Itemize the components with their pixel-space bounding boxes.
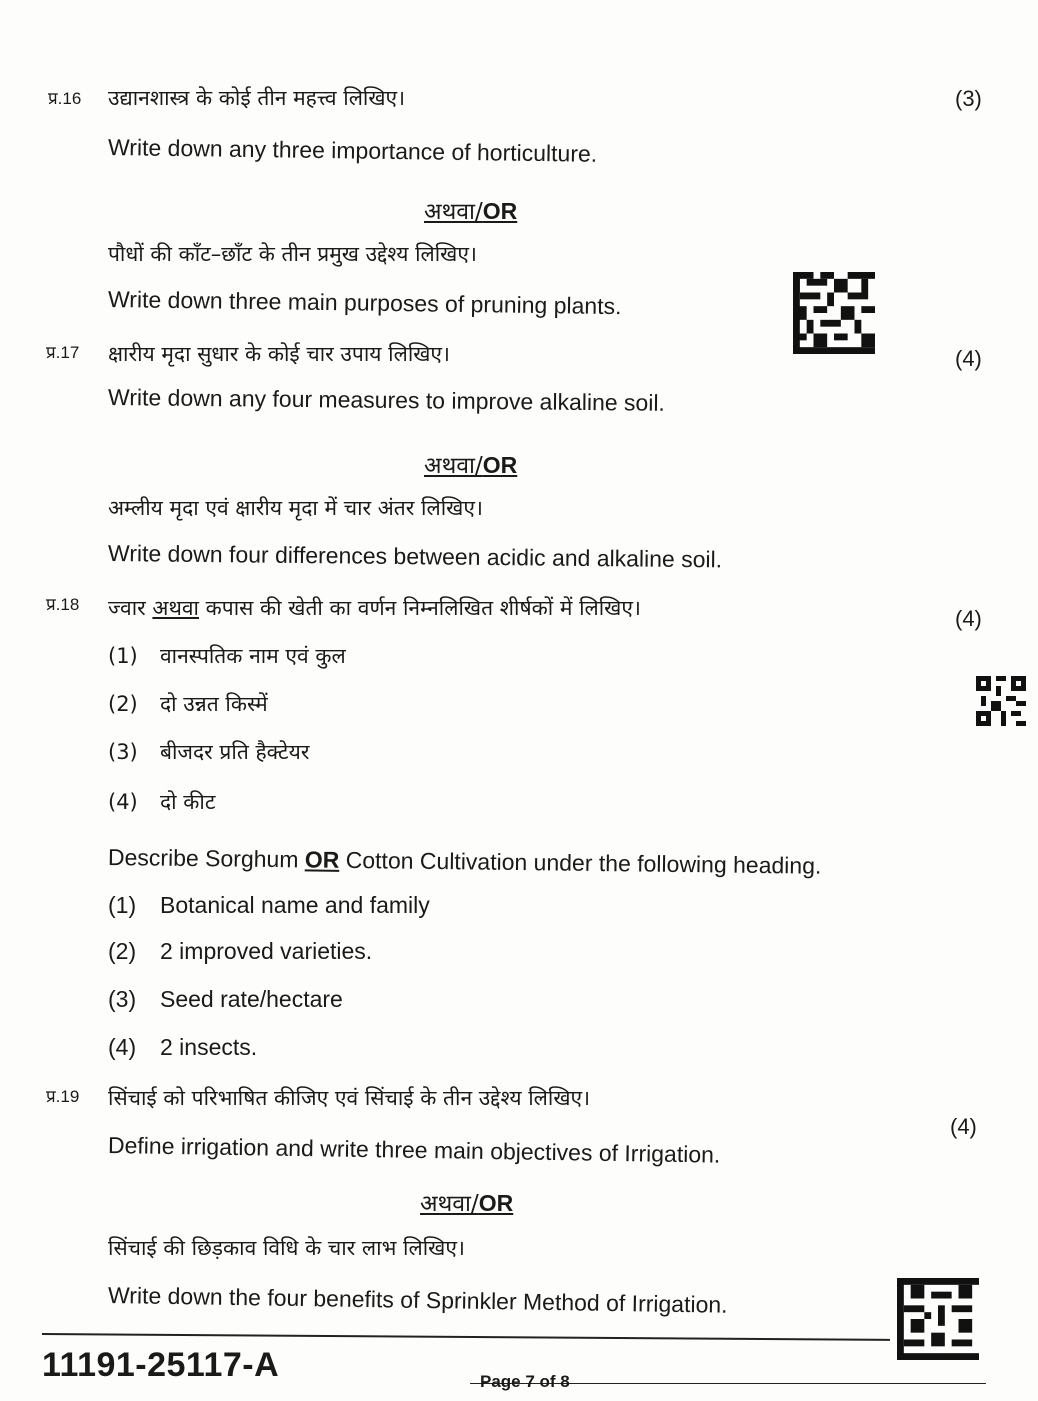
or-hindi: अथवा bbox=[424, 453, 476, 479]
page-number: Page 7 of 8 bbox=[480, 1372, 570, 1391]
q17-alt-hindi: अम्लीय मृदा एवं क्षारीय मृदा में चार अंतर लिखिए। bbox=[108, 496, 483, 520]
q18-english-item: (2) 2 improved varieties. bbox=[108, 938, 373, 964]
q16-number: प्र.16 bbox=[48, 89, 82, 108]
q16-or-heading: अथवा/OR bbox=[424, 198, 518, 225]
q17-or-heading: अथवा/OR bbox=[424, 452, 518, 479]
q19-hindi: सिंचाई को परिभाषित कीजिए एवं सिंचाई के तीन उद्देश्य लिखिए। bbox=[108, 1086, 591, 1110]
footer-rule bbox=[42, 1333, 890, 1341]
or-english: OR bbox=[482, 452, 518, 478]
or-english: OR bbox=[482, 198, 518, 224]
q16-hindi: उद्यानशास्त्र के कोई तीन महत्त्व लिखिए। bbox=[108, 86, 406, 110]
q17-alt-english: Write down four differences between acidic and alkaline soil. bbox=[107, 540, 723, 573]
q19-alt-hindi: सिंचाई की छिड़काव विधि के चार लाभ लिखिए। bbox=[108, 1236, 465, 1260]
q18-number: प्र.18 bbox=[46, 595, 80, 614]
q16-english: Write down any three importance of horticulture. bbox=[107, 134, 598, 167]
q18-marks: (4) bbox=[955, 606, 982, 631]
q18-hindi: ज्वार अथवा कपास की खेती का वर्णन निम्नलिखित शीर्षकों में लिखिए। bbox=[108, 596, 641, 620]
q18-english-item: (4) 2 insects. bbox=[108, 1034, 258, 1060]
q17-hindi: क्षारीय मृदा सुधार के कोई चार उपाय लिखिए। bbox=[108, 342, 451, 366]
q18-english-item: (1) Botanical name and family bbox=[108, 892, 430, 918]
q19-number: प्र.19 bbox=[46, 1087, 80, 1106]
q18-hindi-item: (1) वानस्पतिक नाम एवं कुल bbox=[108, 644, 346, 668]
or-english: OR bbox=[478, 1190, 514, 1216]
q17-marks: (4) bbox=[955, 346, 982, 371]
q19-marks: (4) bbox=[950, 1114, 977, 1139]
qr-code-icon bbox=[793, 272, 875, 354]
q17-number: प्र.17 bbox=[46, 343, 80, 362]
q19-english: Define irrigation and write three main objectives of Irrigation. bbox=[107, 1132, 721, 1168]
q18-english-or: OR bbox=[304, 846, 340, 873]
q16-alt-english: Write down three main purposes of pruning plants. bbox=[107, 286, 622, 320]
q16-marks: (3) bbox=[955, 86, 982, 111]
qr-code-small-icon bbox=[976, 676, 1026, 726]
q18-hindi-item: (3) बीजदर प्रति हैक्टेयर bbox=[108, 740, 310, 764]
q18-english: Describe Sorghum OR Cotton Cultivation under the following heading. bbox=[107, 844, 822, 879]
q19-alt-english: Write down the four benefits of Sprinkler Method of Irrigation. bbox=[107, 1282, 728, 1318]
qr-code-bottom-icon bbox=[897, 1278, 979, 1360]
q18-hindi-item: (4) दो कीट bbox=[108, 790, 216, 814]
q18-hindi-item: (2) दो उन्नत किस्में bbox=[108, 692, 268, 716]
or-hindi: अथवा bbox=[420, 1191, 472, 1217]
paper-code: 11191-25117-A bbox=[42, 1346, 280, 1384]
q19-or-heading: अथवा/OR bbox=[420, 1190, 514, 1217]
q16-alt-hindi: पौधों की काँट–छाँट के तीन प्रमुख उद्देश्य लिखिए। bbox=[108, 242, 477, 266]
q18-hindi-or: अथवा bbox=[152, 596, 199, 620]
q17-english: Write down any four measures to improve alkaline soil. bbox=[107, 384, 666, 416]
or-hindi: अथवा bbox=[424, 199, 476, 225]
q18-english-item: (3) Seed rate/hectare bbox=[108, 986, 343, 1012]
